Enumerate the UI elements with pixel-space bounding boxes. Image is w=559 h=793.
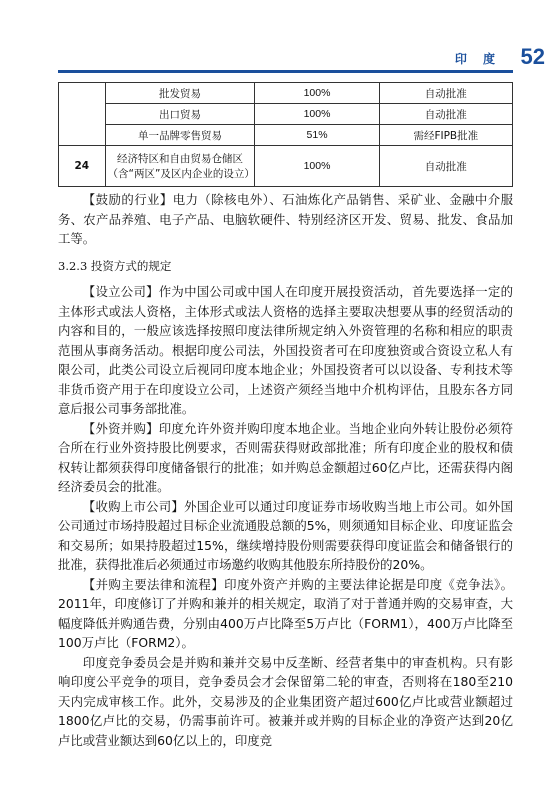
table-cell-item: 单一品牌零售贸易 [105,125,255,146]
table-cell-percent: 51% [255,125,379,146]
table-row [59,125,513,146]
paragraph-encouraged-industries: 【鼓励的行业】电力（除核电外）、石油炼化产品销售、采矿业、金融中介服务、农产品养殖、电子产品、电脑软硬件、特别经济区开发、贸易、批发、食品加工等。 [58,192,513,246]
table-cell-index [59,83,106,146]
table-cell-item: 经济特区和自由贸易仓储区（含“两区”及区内企业的设立） [105,146,255,187]
table-cell-approval: 自动批准 [379,83,512,104]
table-row [59,104,513,125]
paragraph-competition-commission: 印度竞争委员会是并购和兼并交易中反垄断、经营者集中的审查机构。只有影响印度公平竞争的项目，竞争委员会才会保留第二轮的审查，否则将在180至210天内完成审核工作。此外，交易涉及的企业集团资产超过600亿卢比或营业额超过1800亿卢比的交易，仍需事前许可。被兼并或并购的目标企业的净资产达到20亿卢比或营业额达到60亿以上的，印度竞 [58,654,513,748]
running-header-title: 印 度 [454,52,501,66]
header-rule [58,70,513,73]
trade-policy-table [58,82,513,187]
table-cell-percent: 100% [255,146,379,187]
paragraph-company-setup: 【设立公司】作为中国公司或中国人在印度开展投资活动，首先要选择一定的主体形式或法人资格，主体形式或法人资格的选择主要取决想要从事的经贸活动的内容和目的，一般应该选择按照印度法律所规定纳入外资管理的名称和相应的职责范围从事商务活动。根据印度公司法，外国投资者可在印度独资或合资设立私人有限公司，此类公司设立后视同印度本地企业；外国投资者可以以设备、专利技术等非货币资产用于在印度设立公司，上述资产须经当地中介机构评估，且股东各方同意后报公司事务部批准。 [58,284,513,416]
table-cell-item: 批发贸易 [105,83,255,104]
table-cell-approval: 需经FIPB批准 [379,125,512,146]
body-text [58,190,513,750]
paragraph-merger-law: 【并购主要法律和流程】印度外资产并购的主要法律论据是印度《竞争法》。2011年，印度修订了并购和兼并的相关规定，取消了对于普通并购的交易审查，大幅度降低并购通告费，分别由400万卢比降至5万卢比（FORM1），400万卢比降至100万卢比（FORM2）。 [58,576,513,650]
paragraph-foreign-merger: 【外资并购】印度允许外资并购印度本地企业。当地企业向外转让股份必须符合所在行业外资持股比例要求，否则需获得财政部批准；所有印度企业的股权和债权转让都须获得印度储备银行的批准；如并购总金额超过60亿卢比，还需获得内阁经济委员会的批准。 [58,420,513,494]
paragraph-listed-acquisition: 【收购上市公司】外国企业可以通过印度证券市场收购当地上市公司。如外国公司通过市场持股超过目标企业流通股总额的5%，则须通知目标企业、印度证监会和交易所；如果持股超过15%，继续增持股份则需要获得印度证监会和储备银行的批准，获得批准后必须通过市场邀约收购其他股东所持股份的20%。 [58,498,513,572]
table-cell-item: 出口贸易 [105,104,255,125]
table-row [59,83,513,104]
table-cell-percent: 100% [255,83,379,104]
page-number: 52 [520,44,545,69]
page-header [0,40,559,74]
table-cell-approval: 自动批准 [379,146,512,187]
section-heading: 3.2.3 投资方式的规定 [58,258,172,273]
table-cell-index: 24 [59,146,106,187]
table-cell-percent: 100% [255,104,379,125]
table-cell-approval: 自动批准 [379,104,512,125]
table-row [59,146,513,187]
